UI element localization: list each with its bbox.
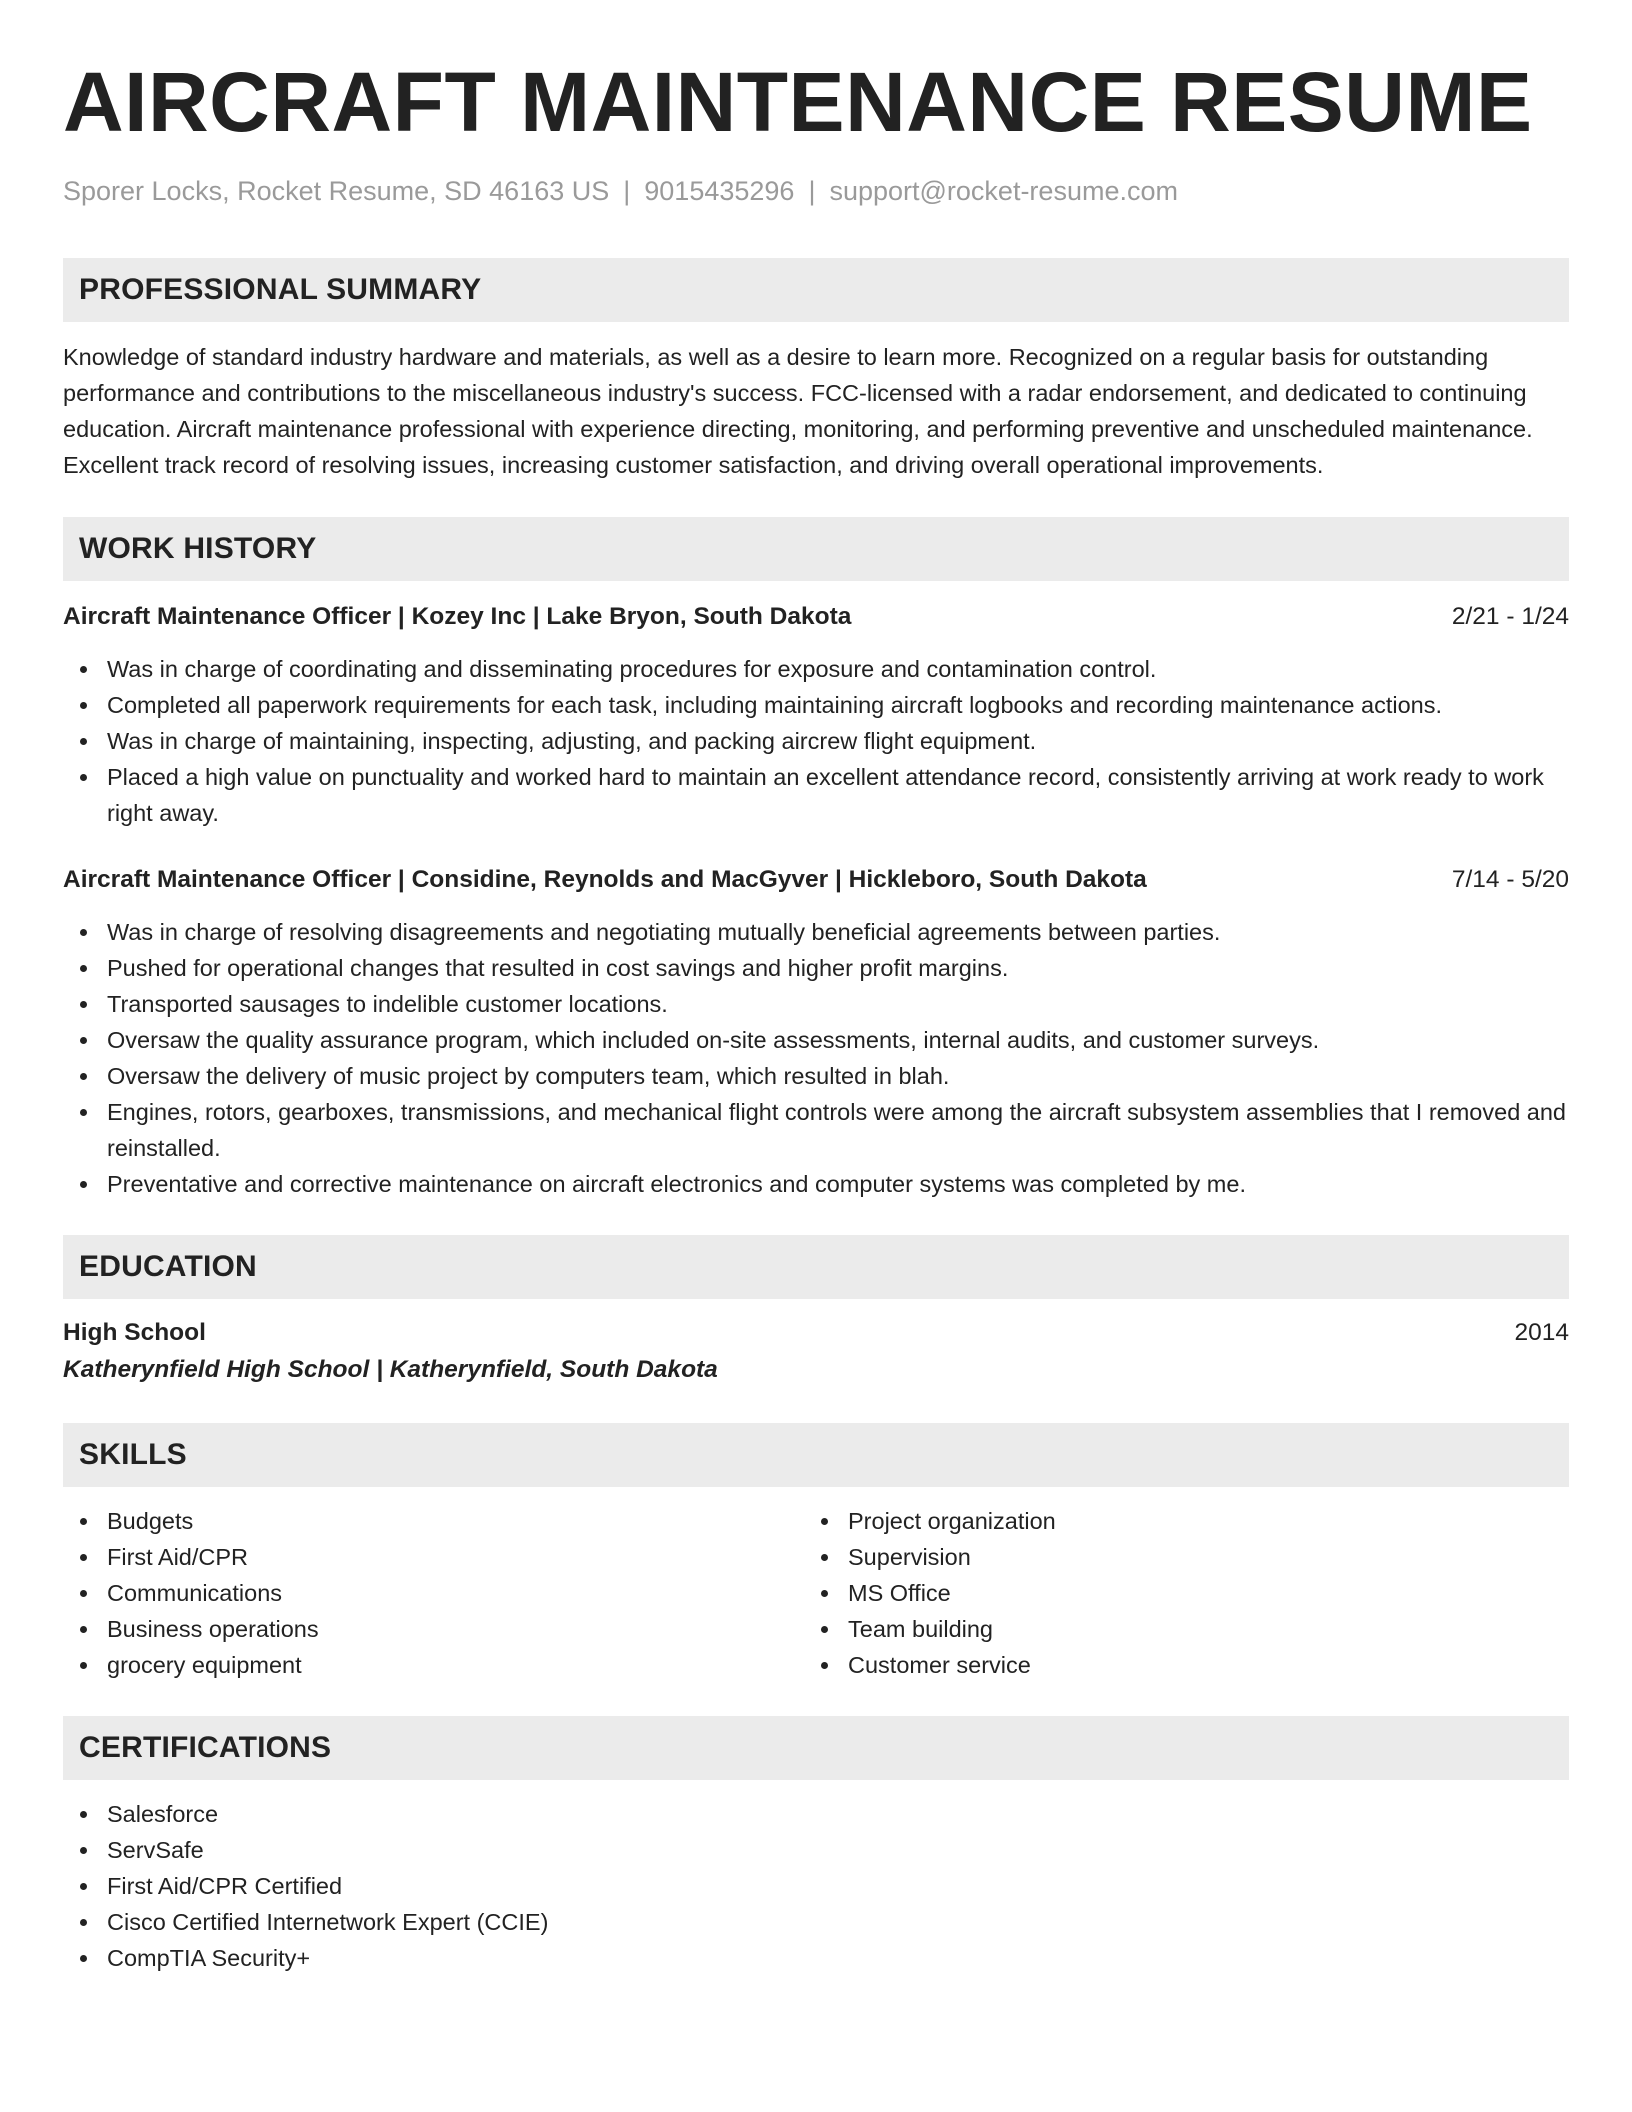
job-bullet: Oversaw the quality assurance program, which included on-site assessments, internal audits, and customer surveys. — [63, 1022, 1569, 1058]
job-dates: 7/14 - 5/20 — [1451, 866, 1569, 893]
certification-item: Cisco Certified Internetwork Expert (CCIE) — [63, 1904, 1569, 1940]
section-heading-certifications: CERTIFICATIONS — [63, 1716, 1569, 1780]
skills-list — [63, 1503, 804, 1683]
section-heading-summary: PROFESSIONAL SUMMARY — [63, 258, 1569, 322]
job-bullet: Oversaw the delivery of music project by computers team, which resulted in blah. — [63, 1058, 1569, 1094]
certification-item: First Aid/CPR Certified — [63, 1868, 1569, 1904]
skill-item: Supervision — [804, 1539, 1545, 1575]
job-title: Aircraft Maintenance Officer | Kozey Inc | Lake Bryon, South Dakota — [63, 603, 852, 630]
contact-phone: 9015435296 — [644, 176, 795, 206]
skill-item: Team building — [804, 1611, 1545, 1647]
job-bullet: Transported sausages to indelible customer locations. — [63, 986, 1569, 1022]
contact-address: Sporer Locks, Rocket Resume, SD 46163 US — [63, 176, 610, 206]
skill-item: Project organization — [804, 1503, 1545, 1539]
certification-item: CompTIA Security+ — [63, 1940, 1569, 1976]
job-header — [63, 599, 1569, 635]
skills-column-left — [63, 1503, 804, 1683]
job-bullet: Engines, rotors, gearboxes, transmissions, and mechanical flight controls were among the aircraft subsystem assemblies that I removed and reinstalled. — [63, 1094, 1569, 1166]
job-bullets — [63, 914, 1569, 1202]
contact-separator: | — [808, 176, 816, 206]
section-heading-skills: SKILLS — [63, 1423, 1569, 1487]
skill-item: MS Office — [804, 1575, 1545, 1611]
job-bullet: Completed all paperwork requirements for each task, including maintaining aircraft logbooks and recording maintenance actions. — [63, 687, 1569, 723]
job-entry — [63, 599, 1569, 831]
job-header — [63, 862, 1569, 898]
contact-line — [63, 174, 1569, 208]
contact-separator: | — [623, 176, 631, 206]
job-dates: 2/21 - 1/24 — [1451, 603, 1569, 630]
education-entry — [63, 1315, 1569, 1389]
skills-list — [804, 1503, 1545, 1683]
job-bullet: Was in charge of maintaining, inspecting, adjusting, and packing aircrew flight equipment. — [63, 723, 1569, 759]
skill-item: Business operations — [63, 1611, 804, 1647]
education-degree: High School — [63, 1319, 206, 1346]
job-bullet: Pushed for operational changes that resulted in cost savings and higher profit margins. — [63, 950, 1569, 986]
skill-item: grocery equipment — [63, 1647, 804, 1683]
certifications-list — [63, 1796, 1569, 1976]
job-bullet: Preventative and corrective maintenance on aircraft electronics and computer systems was completed by me. — [63, 1166, 1569, 1202]
job-bullet: Placed a high value on punctuality and worked hard to maintain an excellent attendance record, consistently arriving at work ready to work right away. — [63, 759, 1569, 831]
summary-text: Knowledge of standard industry hardware and materials, as well as a desire to learn more. Recognized on a regular basis for outstanding performance and contributions to the miscellaneous industry's success. FCC-licensed with a radar endorsement, and dedicated to continuing education. Aircraft maintenance professional with experience directing, monitoring, and performing preventive and unscheduled maintenance. Excellent track record of resolving issues, increasing customer satisfaction, and driving overall operational improvements. — [63, 344, 1533, 478]
skill-item: First Aid/CPR — [63, 1539, 804, 1575]
job-bullets — [63, 651, 1569, 831]
skill-item: Customer service — [804, 1647, 1545, 1683]
job-entry — [63, 862, 1569, 1202]
certification-item: ServSafe — [63, 1832, 1569, 1868]
skills-grid — [63, 1503, 1569, 1683]
section-heading-work-history: WORK HISTORY — [63, 517, 1569, 581]
section-heading-education: EDUCATION — [63, 1235, 1569, 1299]
skill-item: Budgets — [63, 1503, 804, 1539]
education-header — [63, 1315, 1569, 1351]
skills-column-right — [804, 1503, 1545, 1683]
contact-email: support@rocket-resume.com — [829, 176, 1178, 206]
skill-item: Communications — [63, 1575, 804, 1611]
job-title: Aircraft Maintenance Officer | Considine, Reynolds and MacGyver | Hickleboro, South Dakota — [63, 866, 1147, 893]
job-bullet: Was in charge of resolving disagreements and negotiating mutually beneficial agreements between parties. — [63, 914, 1569, 950]
resume-title: AIRCRAFT MAINTENANCE RESUME — [63, 55, 1533, 149]
education-year: 2014 — [1514, 1319, 1569, 1346]
education-school: Katherynfield High School | Katherynfield, South Dakota — [63, 1356, 718, 1383]
certification-item: Salesforce — [63, 1796, 1569, 1832]
job-bullet: Was in charge of coordinating and disseminating procedures for exposure and contamination control. — [63, 651, 1569, 687]
